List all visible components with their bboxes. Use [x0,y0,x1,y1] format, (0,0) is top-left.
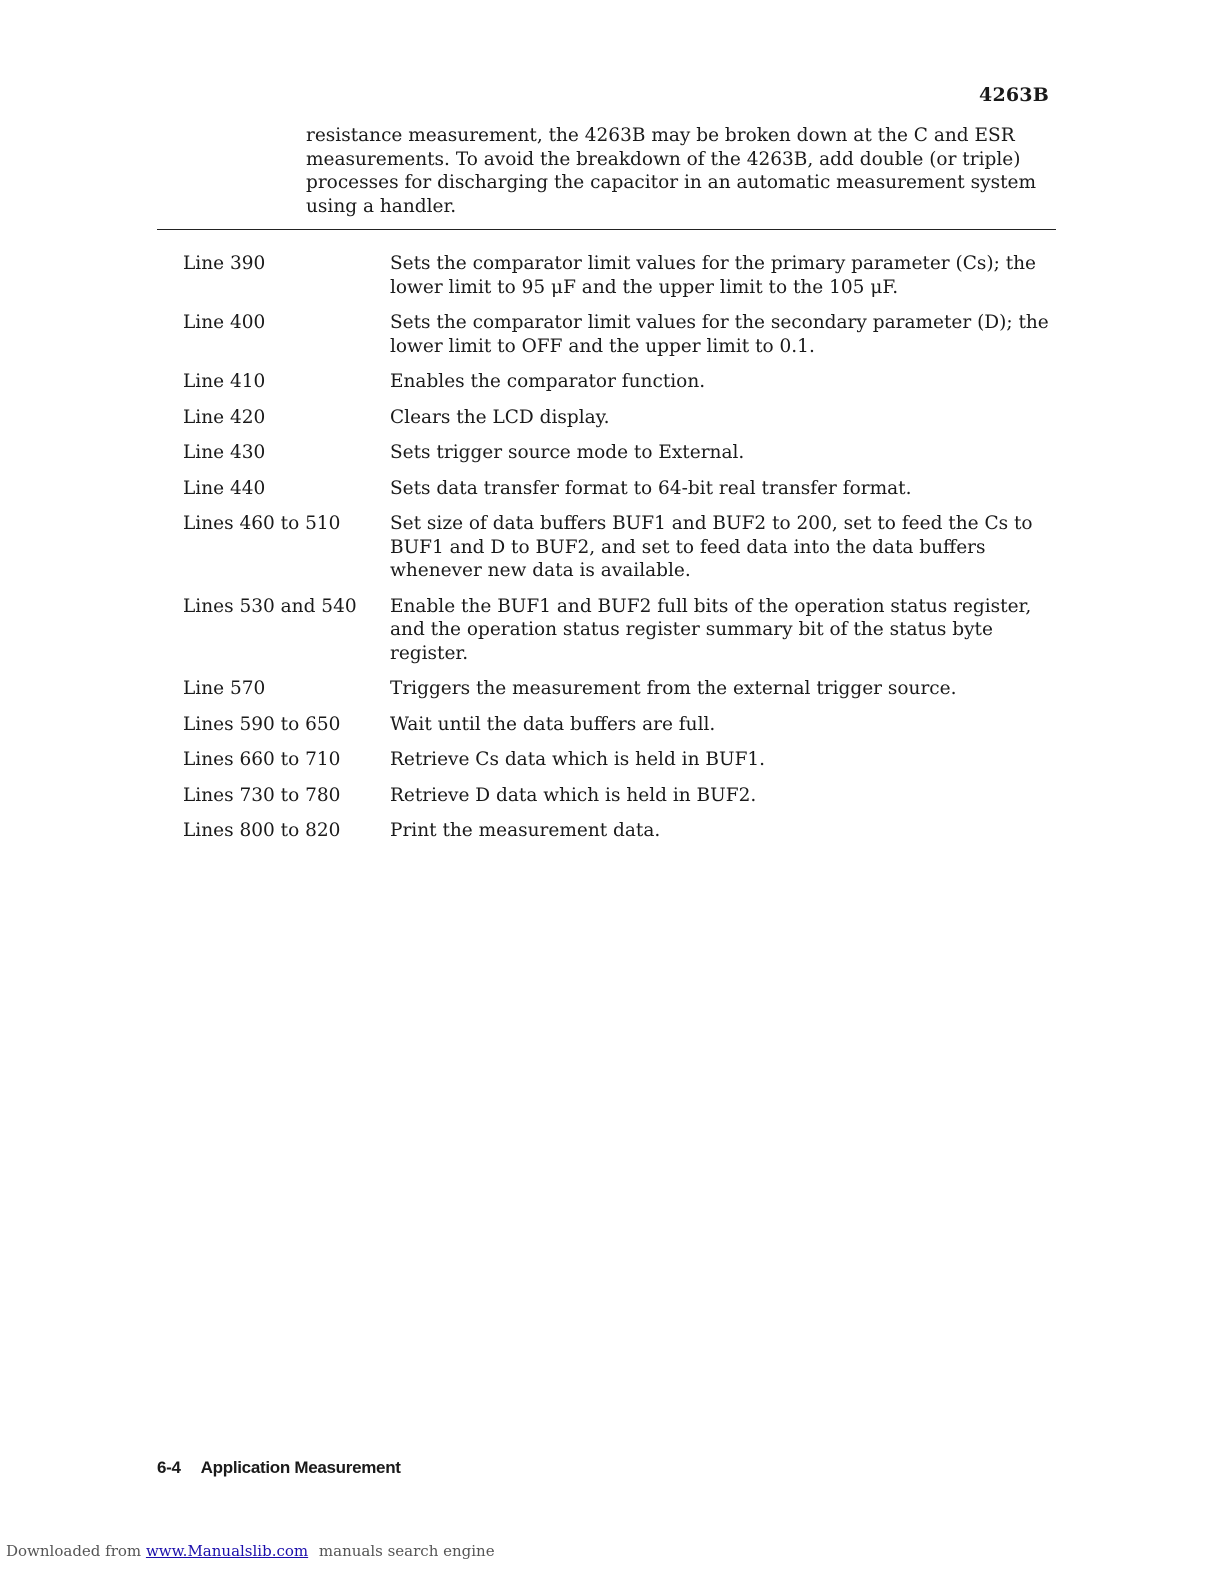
download-note [6,1542,495,1560]
line-description: Retrieve Cs data which is held in BUF1. [390,749,766,770]
line-reference: Line 420 [183,406,266,428]
manualslib-link[interactable]: www.Manualslib.com [145,1542,309,1560]
list-item [183,819,1053,843]
line-reference: Lines 460 to 510 [183,513,341,534]
download-note-suffix: manuals search engine [318,1542,495,1560]
intro-paragraph: resistance measurement, the 4263B may be broken down at the C and ESR measurements. To avoid the breakdown of the 4263B, add double (or triple) processes for discharging the capacitor in an automatic measurement system using a handler. [306,125,1036,217]
line-description: Clears the LCD display. [390,406,610,428]
list-item [183,252,1053,299]
list-item [183,477,1053,501]
line-description: Sets data transfer format to 64-bit real transfer format. [390,477,912,499]
line-description: Retrieve D data which is held in BUF2. [390,784,757,806]
section-divider [157,229,1056,230]
line-description: Set size of data buffers BUF1 and BUF2 to 200, set to feed the Cs to BUF1 and D to BUF2, and set to feed data into the data buffers whenever new data is available. [390,513,1033,581]
list-item [183,370,1053,394]
line-reference: Line 410 [183,371,266,392]
line-reference: Lines 800 to 820 [183,820,341,841]
line-description: Enable the BUF1 and BUF2 full bits of the operation status register, and the operation status register summary bit of the status byte register. [390,595,1032,664]
section-title: Application Measurement [200,1458,401,1477]
download-note-prefix: Downloaded from [6,1542,142,1560]
line-reference: Line 390 [183,253,266,274]
line-reference: Lines 590 to 650 [183,713,341,735]
list-item [183,595,1053,666]
line-reference: Line 400 [183,312,266,333]
list-item [183,406,1053,430]
list-item [183,441,1053,465]
line-description-list [183,252,1053,855]
line-description: Print the measurement data. [390,820,661,841]
page-number: 6-4 [157,1458,181,1477]
line-reference: Lines 660 to 710 [183,749,341,770]
list-item [183,512,1053,583]
list-item [183,748,1053,772]
line-reference: Line 430 [183,442,266,463]
line-description: Enables the comparator function. [390,371,706,392]
line-reference: Lines 730 to 780 [183,784,341,806]
page-footer [157,1458,401,1478]
line-description: Sets the comparator limit values for the secondary parameter (D); the lower limit to OFF and the upper limit to 0.1. [390,312,1049,357]
line-reference: Line 570 [183,678,266,699]
line-description: Sets trigger source mode to External. [390,442,745,463]
line-reference: Line 440 [183,477,266,499]
line-reference: Lines 530 and 540 [183,595,357,617]
list-item [183,713,1053,737]
page-header-model: 4263B [979,84,1049,106]
line-description: Triggers the measurement from the external trigger source. [390,678,957,699]
line-description: Wait until the data buffers are full. [390,713,716,735]
list-item [183,311,1053,358]
line-description: Sets the comparator limit values for the primary parameter (Cs); the lower limit to 95 μF and the upper limit to the 105 μF. [390,253,1037,298]
list-item [183,677,1053,701]
list-item [183,784,1053,808]
